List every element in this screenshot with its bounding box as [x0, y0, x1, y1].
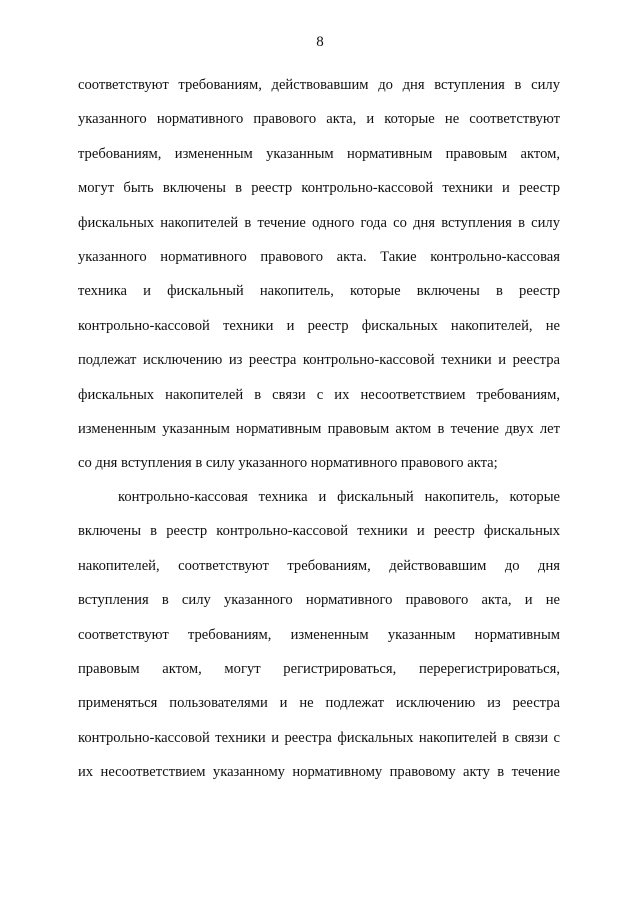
text-line: могут быть включены в реестр контрольно-кассовой техники и реестр — [78, 180, 560, 197]
text-line: правовым актом, могут регистрироваться, перерегистрироваться, — [78, 660, 560, 677]
page-number: 8 — [316, 34, 324, 50]
text-line: вступления в силу указанного нормативного правового акта, и не — [78, 592, 560, 609]
text-line: указанного нормативного правового акта, и которые не соответствуют — [78, 111, 560, 128]
text-line: соответствуют требованиям, измененным указанным нормативным — [78, 626, 560, 643]
text-line: накопителей, соответствуют требованиям, действовавшим до дня — [78, 557, 560, 574]
text-line: контрольно-кассовой техники и реестра фискальных накопителей в связи с — [78, 729, 560, 746]
text-line: указанного нормативного правового акта. Такие контрольно-кассовая — [78, 248, 560, 265]
text-line: их несоответствием указанному нормативному правовому акту в течение — [78, 764, 560, 781]
paragraph-1 — [78, 68, 560, 481]
text-line: контрольно-кассовой техники и реестр фискальных накопителей, не — [78, 317, 560, 334]
text-line: соответствуют требованиям, действовавшим до дня вступления в силу — [78, 77, 560, 93]
text-line: измененным указанным нормативным правовым актом в течение двух лет — [78, 420, 560, 437]
text-line: требованиям, измененным указанным нормативным правовым актом, — [78, 145, 560, 162]
text-line: контрольно-кассовая техника и фискальный накопитель, которые — [118, 489, 560, 505]
text-line: техника и фискальный накопитель, которые включены в реестр — [78, 283, 560, 300]
text-line: фискальных накопителей в связи с их несоответствием требованиям, — [78, 386, 560, 403]
text-line: включены в реестр контрольно-кассовой техники и реестр фискальных — [78, 523, 560, 540]
text-line: со дня вступления в силу указанного нормативного правового акта; — [78, 455, 498, 472]
text-line: применяться пользователями и не подлежат исключению из реестра — [78, 695, 560, 712]
text-line: подлежат исключению из реестра контрольно-кассовой техники и реестра — [78, 352, 560, 369]
paragraph-2 — [78, 480, 560, 790]
text-line: фискальных накопителей в течение одного года со дня вступления в силу — [78, 214, 560, 231]
